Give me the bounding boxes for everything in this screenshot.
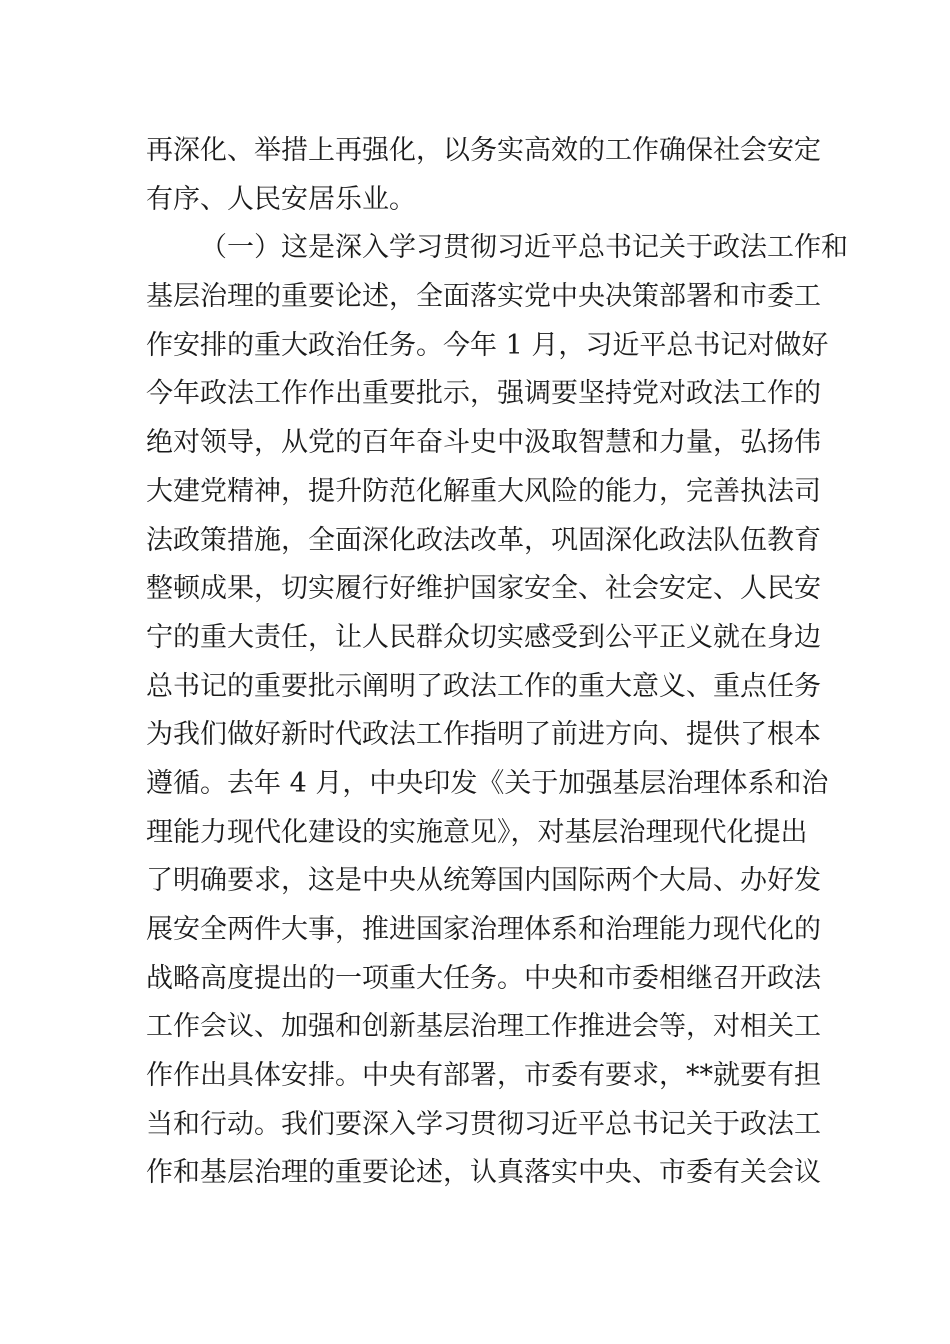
text-line: 遵循。去年 4 月，中央印发《关于加强基层治理体系和治 (146, 767, 829, 799)
text-line: 今年政法工作作出重要批示，强调要坚持党对政法工作的 (146, 378, 821, 410)
text-line: 法政策措施，全面深化政法改革，巩固深化政法队伍教育 (146, 524, 821, 556)
body-text (146, 127, 848, 1198)
text-line: 当和行动。我们要深入学习贯彻习近平总书记关于政法工 (146, 1108, 821, 1140)
text-line: 作作出具体安排。中央有部署，市委有要求，**就要有担 (146, 1060, 821, 1092)
text-line: 整顿成果，切实履行好维护国家安全、社会安定、人民安 (146, 573, 821, 605)
text-line: 绝对领导，从党的百年奋斗史中汲取智慧和力量，弘扬伟 (146, 427, 821, 459)
text-line: 作和基层治理的重要论述，认真落实中央、市委有关会议 (146, 1157, 821, 1189)
text-line: 理能力现代化建设的实施意见》，对基层治理现代化提出 (146, 816, 808, 848)
text-line: 有序、人民安居乐业。 (146, 183, 416, 215)
text-line: 再深化、举措上再强化，以务实高效的工作确保社会安定 (146, 135, 821, 166)
text-line: 了明确要求，这是中央从统筹国内国际两个大局、办好发 (146, 865, 821, 897)
text-line: 工作会议、加强和创新基层治理工作推进会等，对相关工 (146, 1011, 821, 1043)
text-line: 总书记的重要批示阐明了政法工作的重大意义、重点任务 (146, 670, 821, 702)
text-line: 基层治理的重要论述，全面落实党中央决策部署和市委工 (146, 281, 821, 313)
text-line: 大建党精神，提升防范化解重大风险的能力，完善执法司 (146, 475, 821, 507)
text-line: 宁的重大责任，让人民群众切实感受到公平正义就在身边 (146, 621, 821, 653)
paragraph-heading-line: （一）这是深入学习贯彻习近平总书记关于政法工作和 (200, 232, 848, 264)
text-line: 战略高度提出的一项重大任务。中央和市委相继召开政法 (146, 962, 821, 994)
text-line: 展安全两件大事，推进国家治理体系和治理能力现代化的 (146, 914, 821, 945)
text-line: 作安排的重大政治任务。今年 1 月，习近平总书记对做好 (146, 329, 829, 361)
text-line: 为我们做好新时代政法工作指明了前进方向、提供了根本 (146, 719, 821, 751)
